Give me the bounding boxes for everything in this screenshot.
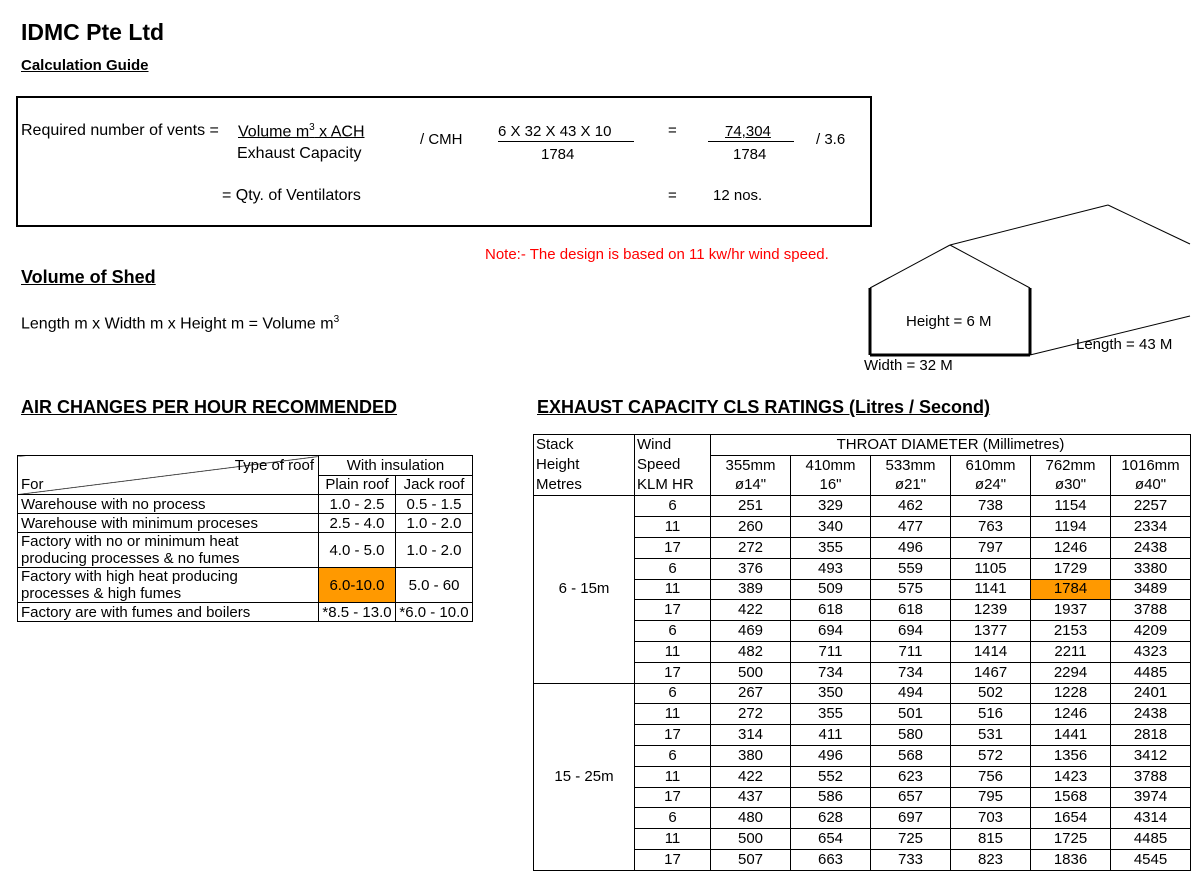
wind-speed-cell: 11 (635, 829, 711, 850)
capacity-cell: 580 (871, 725, 951, 746)
ach-row-label-line: producing processes & no fumes (21, 550, 240, 567)
throat-header: THROAT DIAMETER (Millimetres) (711, 435, 1191, 456)
capacity-cell: 3489 (1111, 579, 1191, 600)
capacity-cell: 2818 (1111, 725, 1191, 746)
capacity-cell: 697 (871, 808, 951, 829)
capacity-cell: 725 (871, 829, 951, 850)
calc-expr-denominator: 1784 (541, 146, 575, 163)
capacity-cell: 1246 (1031, 704, 1111, 725)
volume-heading: Volume of Shed (21, 267, 156, 287)
design-note: Note:- The design is based on 11 kw/hr wind speed. (485, 246, 829, 263)
capacity-cell: 2438 (1111, 704, 1191, 725)
ach-heading: AIR CHANGES PER HOUR RECOMMENDED (21, 397, 398, 417)
wind-speed-cell: 17 (635, 725, 711, 746)
capacity-cell: 1105 (951, 558, 1031, 579)
ach-plain-roof-value: 4.0 - 5.0 (319, 533, 396, 568)
size-in-2: ø21" (871, 476, 951, 496)
ach-row (18, 533, 473, 568)
capacity-cell: 2211 (1031, 641, 1111, 662)
size-mm-1: 410mm (791, 455, 871, 475)
size-mm-4: 762mm (1031, 455, 1111, 475)
capacity-cell: 1154 (1031, 496, 1111, 517)
ach-plain-roof-value: 2.5 - 4.0 (319, 514, 396, 533)
capacity-cell: 657 (871, 787, 951, 808)
capacity-cell: 815 (951, 829, 1031, 850)
stack-height-group: 15 - 25m (534, 683, 635, 870)
capacity-cell: 516 (951, 704, 1031, 725)
capacity-cell: 355 (791, 704, 871, 725)
capacity-cell: 734 (871, 662, 951, 683)
capacity-cell: 2334 (1111, 517, 1191, 538)
stack-header-3: Metres (534, 476, 635, 496)
capacity-cell: 1423 (1031, 766, 1111, 787)
ach-plain-roof-value: *8.5 - 13.0 (319, 603, 396, 622)
capacity-cell: 1239 (951, 600, 1031, 621)
calc-equals-1: = (668, 122, 677, 139)
size-in-3: ø24" (951, 476, 1031, 496)
wind-speed-cell: 6 (635, 683, 711, 704)
wind-header-3: KLM HR (635, 476, 711, 496)
ach-plain-roof-value: 1.0 - 2.5 (319, 495, 396, 514)
stack-header-2: Height (534, 455, 635, 475)
capacity-cell: 3788 (1111, 600, 1191, 621)
ach-jack-roof-value: 5.0 - 60 (396, 568, 473, 603)
capacity-cell: 340 (791, 517, 871, 538)
with-insulation-header: With insulation (319, 456, 473, 476)
capacity-cell: 2438 (1111, 537, 1191, 558)
capacity-cell: 272 (711, 537, 791, 558)
capacity-cell: 3974 (1111, 787, 1191, 808)
ach-row-label-line: Factory with high heat producing (21, 568, 238, 585)
capacity-cell: 1729 (1031, 558, 1111, 579)
capacity-cell: 628 (791, 808, 871, 829)
shed-height-label: Height = 6 M (906, 313, 992, 330)
calc-expr-fraction-line (498, 141, 634, 142)
capacity-cell: 480 (711, 808, 791, 829)
ach-row (18, 568, 473, 603)
capacity-cell: 1194 (1031, 517, 1111, 538)
capacity-cell: 4545 (1111, 849, 1191, 870)
ach-plain-roof-value: 6.0-10.0 (319, 568, 396, 603)
capacity-cell: 500 (711, 829, 791, 850)
capacity-cell: 1414 (951, 641, 1031, 662)
capacity-cell: 496 (791, 745, 871, 766)
capacity-cell: 711 (791, 641, 871, 662)
capacity-cell: 502 (951, 683, 1031, 704)
ach-row-label (18, 533, 319, 568)
capacity-cell: 493 (791, 558, 871, 579)
volume-formula: Length m x Width m x Height m = Volume $m^3$ (21, 314, 340, 333)
capacity-cell: 376 (711, 558, 791, 579)
capacity-cell: 738 (951, 496, 1031, 517)
ach-table (17, 455, 473, 622)
capacity-cell: 733 (871, 849, 951, 870)
capacity-cell: 763 (951, 517, 1031, 538)
capacity-cell: 3412 (1111, 745, 1191, 766)
capacity-cell: 756 (951, 766, 1031, 787)
capacity-cell: 422 (711, 766, 791, 787)
ach-row-label (18, 603, 319, 622)
size-in-0: ø14" (711, 476, 791, 496)
wind-speed-cell: 17 (635, 537, 711, 558)
capacity-cell: 1228 (1031, 683, 1111, 704)
capacity-cell: 4209 (1111, 621, 1191, 642)
capacity-cell: 482 (711, 641, 791, 662)
capacity-cell: 734 (791, 662, 871, 683)
ach-row (18, 495, 473, 514)
capacity-cell: 795 (951, 787, 1031, 808)
wind-speed-cell: 17 (635, 662, 711, 683)
capacity-cell: 437 (711, 787, 791, 808)
capacity-cell: 422 (711, 600, 791, 621)
calc-result-numerator: 74,304 (725, 123, 771, 140)
exhaust-row (534, 683, 1191, 704)
wind-speed-cell: 11 (635, 517, 711, 538)
capacity-cell: 314 (711, 725, 791, 746)
capacity-cell: 267 (711, 683, 791, 704)
ach-row-label (18, 514, 319, 533)
capacity-cell: 1246 (1031, 537, 1111, 558)
capacity-cell: 654 (791, 829, 871, 850)
wind-speed-cell: 6 (635, 621, 711, 642)
capacity-cell: 586 (791, 787, 871, 808)
capacity-cell: 552 (791, 766, 871, 787)
capacity-cell: 618 (871, 600, 951, 621)
capacity-cell: 4485 (1111, 829, 1191, 850)
capacity-cell: 559 (871, 558, 951, 579)
capacity-cell: 4323 (1111, 641, 1191, 662)
capacity-cell: 507 (711, 849, 791, 870)
capacity-cell: 272 (711, 704, 791, 725)
capacity-cell: 3788 (1111, 766, 1191, 787)
capacity-cell: 4314 (1111, 808, 1191, 829)
calc-equals-2: = (668, 187, 677, 204)
capacity-cell: 494 (871, 683, 951, 704)
capacity-cell: 1141 (951, 579, 1031, 600)
capacity-cell: 568 (871, 745, 951, 766)
wind-header-1: Wind (635, 435, 711, 456)
plain-roof-header: Plain roof (319, 475, 396, 495)
capacity-cell: 477 (871, 517, 951, 538)
capacity-cell: 618 (791, 600, 871, 621)
capacity-cell: 797 (951, 537, 1031, 558)
capacity-cell: 462 (871, 496, 951, 517)
wind-speed-cell: 11 (635, 704, 711, 725)
capacity-cell: 469 (711, 621, 791, 642)
ach-row-label (18, 495, 319, 514)
ach-jack-roof-value: 1.0 - 2.0 (396, 514, 473, 533)
stack-height-group: 6 - 15m (534, 496, 635, 683)
capacity-cell: 501 (871, 704, 951, 725)
wind-header-2: Speed (635, 455, 711, 475)
calc-unit: / CMH (420, 131, 463, 148)
capacity-cell: 500 (711, 662, 791, 683)
wind-speed-cell: 11 (635, 641, 711, 662)
capacity-cell: 260 (711, 517, 791, 538)
size-mm-0: 355mm (711, 455, 791, 475)
capacity-cell: 2294 (1031, 662, 1111, 683)
capacity-cell: 1356 (1031, 745, 1111, 766)
size-in-1: 16" (791, 476, 871, 496)
size-mm-5: 1016mm (1111, 455, 1191, 475)
capacity-cell: 251 (711, 496, 791, 517)
ach-header-diagonal (18, 456, 319, 495)
wind-speed-cell: 6 (635, 496, 711, 517)
ach-row-label-line: processes & high fumes (21, 585, 182, 602)
calc-result-denominator: 1784 (733, 146, 767, 163)
capacity-cell: 380 (711, 745, 791, 766)
for-label: For (21, 476, 44, 493)
capacity-cell: 3380 (1111, 558, 1191, 579)
capacity-cell: 623 (871, 766, 951, 787)
capacity-cell: 4485 (1111, 662, 1191, 683)
capacity-cell: 350 (791, 683, 871, 704)
capacity-cell: 663 (791, 849, 871, 870)
size-in-5: ø40" (1111, 476, 1191, 496)
size-mm-2: 533mm (871, 455, 951, 475)
company-name: IDMC Pte Ltd (21, 19, 165, 45)
calc-result-fraction-line (708, 141, 794, 142)
capacity-cell: 2257 (1111, 496, 1191, 517)
shed-width-label: Width = 32 M (864, 357, 953, 374)
capacity-cell: 329 (791, 496, 871, 517)
ach-jack-roof-value: 1.0 - 2.0 (396, 533, 473, 568)
ach-row-label (18, 568, 319, 603)
guide-title: Calculation Guide (21, 57, 149, 74)
wind-speed-cell: 6 (635, 745, 711, 766)
ach-row-label-line: Factory are with fumes and boilers (21, 603, 251, 621)
calc-qty-label: = Qty. of Ventilators (222, 187, 361, 204)
ach-row (18, 514, 473, 533)
capacity-cell: 1467 (951, 662, 1031, 683)
calc-denominator: Exhaust Capacity (237, 145, 362, 162)
capacity-cell: 355 (791, 537, 871, 558)
capacity-cell: 1725 (1031, 829, 1111, 850)
capacity-cell: 389 (711, 579, 791, 600)
shed-length-label: Length = 43 M (1076, 336, 1173, 353)
ach-row (18, 603, 473, 622)
capacity-cell: 2153 (1031, 621, 1111, 642)
ach-row-label-line: Warehouse with minimum proceses (21, 514, 259, 532)
capacity-cell: 711 (871, 641, 951, 662)
ach-row-label-line: Warehouse with no process (21, 495, 206, 513)
size-in-4: ø30" (1031, 476, 1111, 496)
capacity-cell: 531 (951, 725, 1031, 746)
capacity-cell: 694 (791, 621, 871, 642)
capacity-cell: 411 (791, 725, 871, 746)
capacity-cell: 509 (791, 579, 871, 600)
wind-speed-cell: 6 (635, 558, 711, 579)
capacity-cell: 694 (871, 621, 951, 642)
capacity-cell: 572 (951, 745, 1031, 766)
wind-speed-cell: 17 (635, 600, 711, 621)
wind-speed-cell: 11 (635, 766, 711, 787)
capacity-cell: 703 (951, 808, 1031, 829)
wind-speed-cell: 17 (635, 849, 711, 870)
stack-header-1: Stack (534, 435, 635, 456)
ach-row-label-line: Factory with no or minimum heat (21, 533, 239, 550)
capacity-cell: 496 (871, 537, 951, 558)
calc-numerator: Volume $m^3$ x ACH (238, 122, 365, 141)
capacity-cell: 1937 (1031, 600, 1111, 621)
capacity-cell: 2401 (1111, 683, 1191, 704)
capacity-cell: 1836 (1031, 849, 1111, 870)
calc-expr-numerator: 6 X 32 X 43 X 10 (498, 123, 612, 140)
calc-lhs: Required number of vents = (21, 122, 219, 139)
exhaust-table (533, 434, 1191, 871)
calc-qty-value: 12 nos. (713, 187, 763, 204)
capacity-cell: 1654 (1031, 808, 1111, 829)
exhaust-row (534, 496, 1191, 517)
exhaust-heading: EXHAUST CAPACITY CLS RATINGS (Litres / Second) (537, 397, 991, 417)
capacity-cell: 1568 (1031, 787, 1111, 808)
ach-jack-roof-value: *6.0 - 10.0 (396, 603, 473, 622)
capacity-cell: 1441 (1031, 725, 1111, 746)
ach-jack-roof-value: 0.5 - 1.5 (396, 495, 473, 514)
size-mm-3: 610mm (951, 455, 1031, 475)
wind-speed-cell: 17 (635, 787, 711, 808)
capacity-cell: 1784 (1031, 579, 1111, 600)
wind-speed-cell: 6 (635, 808, 711, 829)
capacity-cell: 575 (871, 579, 951, 600)
capacity-cell: 1377 (951, 621, 1031, 642)
capacity-cell: 823 (951, 849, 1031, 870)
jack-roof-header: Jack roof (396, 475, 473, 495)
wind-speed-cell: 11 (635, 579, 711, 600)
type-of-roof-label: Type of roof (234, 457, 314, 474)
calc-divider: / 3.6 (816, 131, 846, 148)
